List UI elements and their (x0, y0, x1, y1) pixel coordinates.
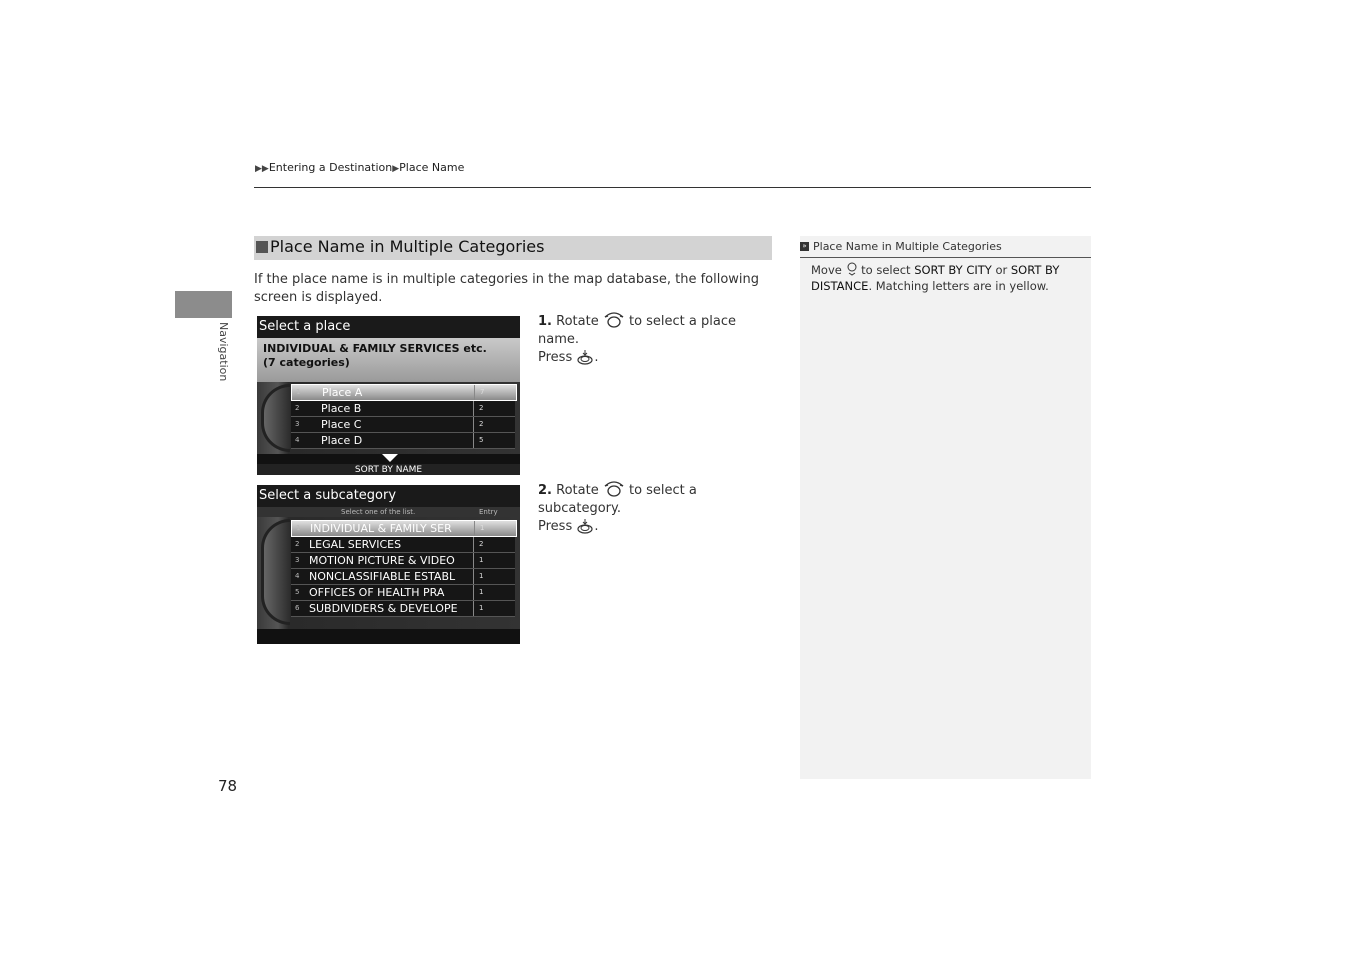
row-count: 2 (473, 401, 513, 416)
select-place-screen (257, 316, 520, 475)
row-label: NONCLASSIFIABLE ESTABL (309, 570, 456, 583)
screen-title: Select a subcategory (257, 485, 520, 507)
sort-by-name-button[interactable]: SORT BY NAME (257, 464, 520, 475)
place-list (257, 382, 520, 454)
press-knob-icon (576, 349, 594, 365)
list-item[interactable] (291, 520, 517, 537)
row-label: Place C (321, 418, 362, 431)
step-text: Press (538, 519, 573, 534)
note-marker-icon: » (800, 242, 809, 251)
note-body (811, 262, 1081, 294)
step-text: Press (538, 350, 573, 365)
press-knob-icon (576, 518, 594, 534)
chapter-tab (175, 291, 232, 318)
row-number: 3 (295, 420, 300, 428)
breadcrumb-item[interactable]: Place Name (399, 161, 465, 174)
row-label: OFFICES OF HEALTH PRA (309, 586, 445, 599)
select-subcategory-screen (257, 485, 520, 644)
row-number: 4 (295, 572, 300, 580)
dial-arc-icon (261, 384, 290, 452)
breadcrumb (255, 161, 464, 174)
screen-title: Select a place (257, 316, 520, 338)
note-text: or (995, 263, 1008, 277)
list-item[interactable] (291, 433, 515, 449)
row-number: 2 (295, 404, 300, 412)
note-text: Move (811, 263, 842, 277)
step-number: 1. (538, 314, 552, 329)
row-label: INDIVIDUAL & FAMILY SER (310, 522, 452, 535)
list-item[interactable] (291, 401, 515, 417)
list-item[interactable] (291, 553, 515, 569)
row-count: 1 (473, 569, 513, 584)
breadcrumb-arrow-icon: ▶▶ (255, 164, 269, 174)
category-count: (7 categories) (263, 356, 350, 369)
rotate-knob-icon (603, 311, 625, 329)
row-count: 1 (473, 601, 513, 616)
row-number: 4 (295, 436, 300, 444)
list-item[interactable] (291, 601, 515, 617)
option-sort-by-city: SORT BY CITY (914, 263, 992, 277)
header-divider (254, 187, 1091, 188)
list-item[interactable] (291, 569, 515, 585)
step-1: 1. Rotate to select a place name. Press . (538, 311, 773, 367)
row-count: 2 (473, 537, 513, 552)
note-title: Place Name in Multiple Categories (813, 240, 1002, 253)
row-label: Place A (322, 386, 363, 399)
side-note (800, 236, 1091, 779)
entry-header: Entry (479, 508, 498, 516)
dial-arc-icon (261, 519, 290, 625)
note-text: . Matching letters are in yellow. (868, 279, 1049, 293)
section-title: Place Name in Multiple Categories (270, 237, 545, 256)
step-text: to select a subcategory. (538, 483, 697, 516)
breadcrumb-arrow-icon: ▶ (392, 164, 400, 174)
row-label: Place B (321, 402, 362, 415)
note-text: to select (861, 263, 911, 277)
intro-paragraph: If the place name is in multiple categories in the map database, the following screen is displayed. (254, 272, 760, 305)
row-count: 5 (473, 433, 513, 448)
row-label: MOTION PICTURE & VIDEO (309, 554, 455, 567)
category-name: INDIVIDUAL & FAMILY SERVICES etc. (263, 342, 487, 355)
row-number: 1 (296, 524, 301, 532)
row-number: 5 (295, 588, 300, 596)
step-2: 2. Rotate to select a subcategory. Press . (538, 480, 773, 536)
rotate-knob-icon (603, 480, 625, 498)
row-label: SUBDIVIDERS & DEVELOPE (309, 602, 458, 615)
row-number: 1 (296, 388, 301, 396)
chapter-label: Navigation (217, 322, 230, 382)
down-arrow-icon (382, 454, 398, 462)
option-sort-by-distance: SORT BY DISTANCE (811, 263, 1060, 293)
move-knob-icon (846, 262, 858, 276)
list-item[interactable] (291, 585, 515, 601)
row-count: 1 (474, 521, 514, 536)
row-count: 7 (474, 385, 514, 400)
row-number: 3 (295, 556, 300, 564)
step-text: Rotate (556, 483, 599, 498)
breadcrumb-item[interactable]: Entering a Destination (268, 161, 393, 174)
row-number: 6 (295, 604, 300, 612)
list-item[interactable] (291, 384, 517, 401)
hint-text: Select one of the list. (341, 508, 416, 516)
page-number: 78 (218, 777, 238, 795)
step-text: to select a place name. (538, 314, 736, 347)
list-item[interactable] (291, 537, 515, 553)
step-number: 2. (538, 483, 552, 498)
section-heading (254, 236, 772, 260)
row-label: Place D (321, 434, 363, 447)
list-item[interactable] (291, 417, 515, 433)
row-count: 1 (473, 585, 513, 600)
subcategory-list (257, 517, 520, 629)
screen-hint (257, 507, 520, 517)
square-bullet-icon (256, 241, 268, 253)
row-number: 2 (295, 540, 300, 548)
step-text: Rotate (556, 314, 599, 329)
row-label: LEGAL SERVICES (309, 538, 402, 551)
screen-subtitle (257, 338, 520, 382)
row-count: 1 (473, 553, 513, 568)
note-header (800, 236, 1091, 258)
row-count: 2 (473, 417, 513, 432)
